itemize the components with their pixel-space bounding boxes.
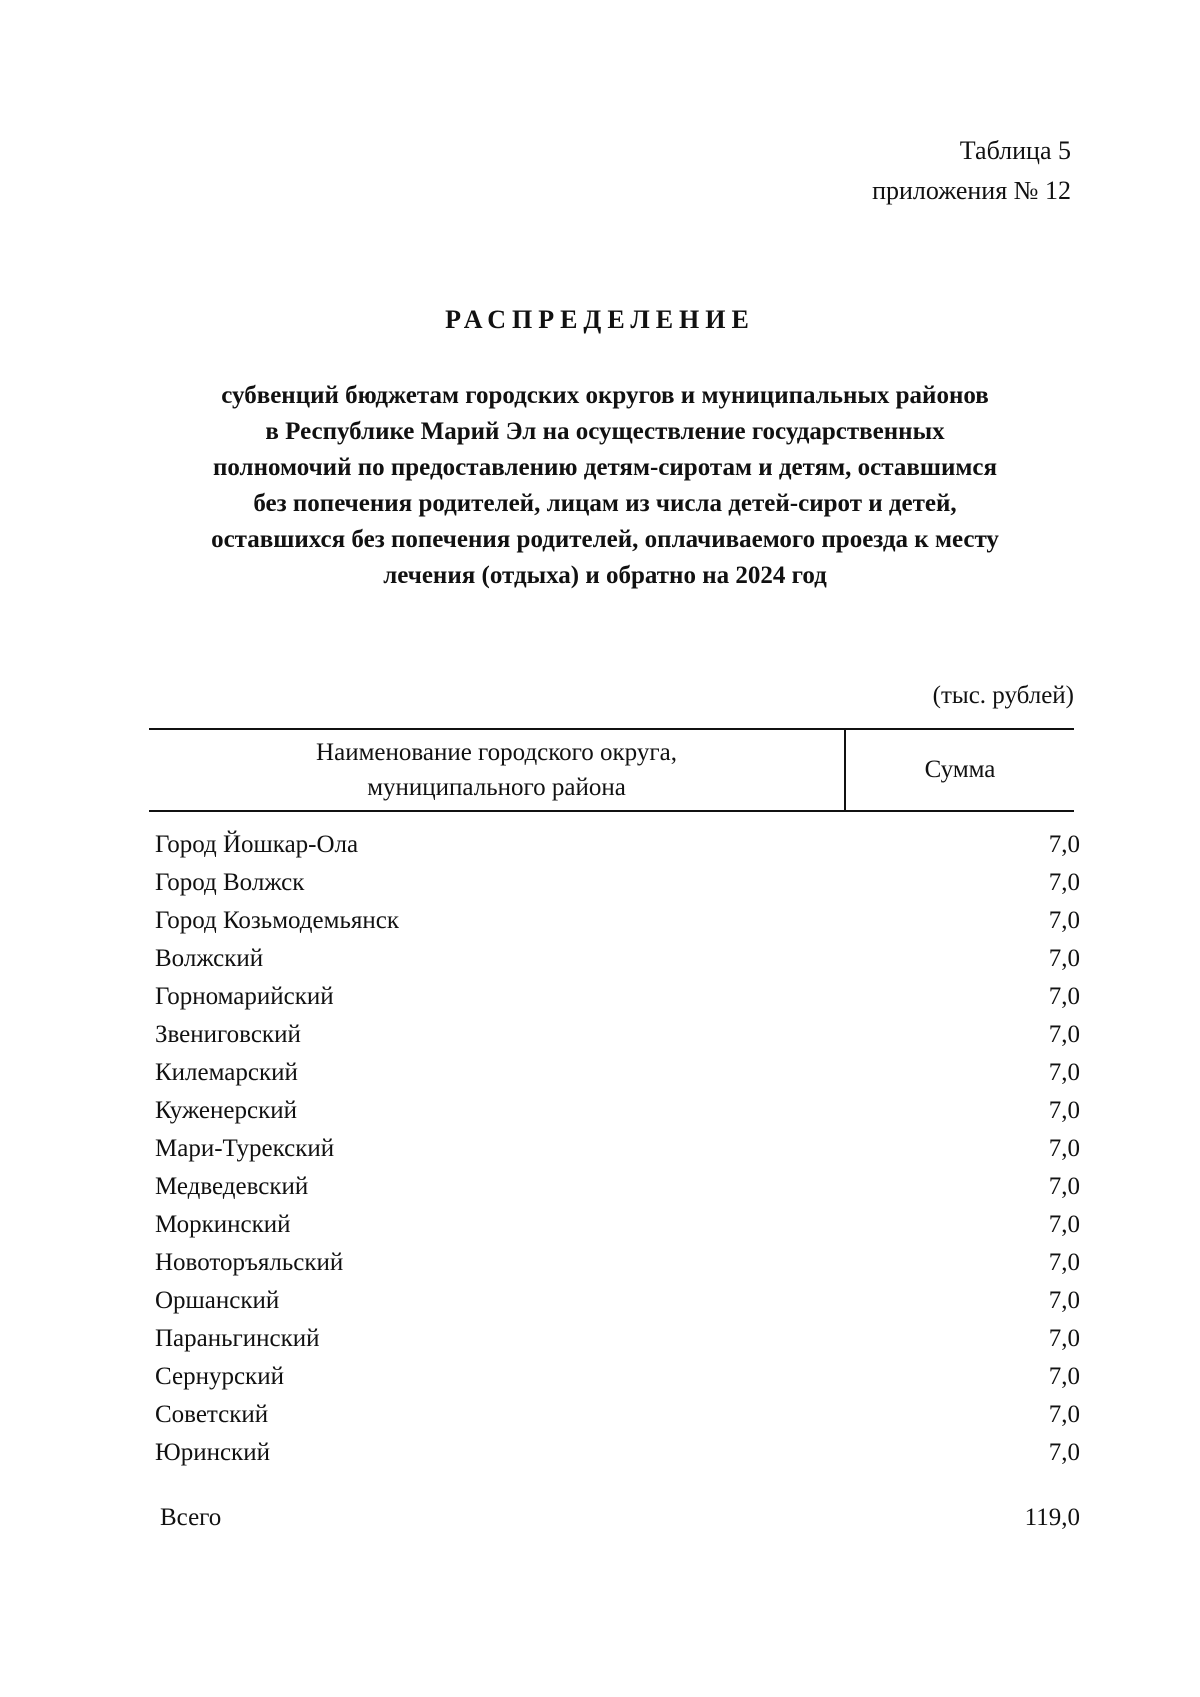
row-name: Горномарийский <box>155 983 334 1010</box>
table-row <box>155 1244 1080 1282</box>
table-row <box>155 1168 1080 1206</box>
table-row <box>155 978 1080 1016</box>
row-value: 7,0 <box>1048 1059 1080 1086</box>
row-name: Юринский <box>155 1439 270 1466</box>
document-subtitle <box>140 378 1070 594</box>
row-name: Новоторъяльский <box>155 1249 344 1276</box>
table-row <box>155 1320 1080 1358</box>
row-name: Советский <box>155 1401 269 1428</box>
row-value: 7,0 <box>1048 1097 1080 1124</box>
row-value: 7,0 <box>1048 983 1080 1010</box>
column-header-name-line: муниципального района <box>367 774 626 801</box>
subtitle-line: субвенций бюджетам городских округов и муниципальных районов <box>221 382 989 409</box>
subtitle-line: без попечения родителей, лицам из числа детей-сирот и детей, <box>253 490 957 517</box>
row-value: 7,0 <box>1048 1439 1080 1466</box>
row-value: 7,0 <box>1048 1135 1080 1162</box>
row-name: Волжский <box>155 945 264 972</box>
table-total-row <box>160 1499 1080 1537</box>
row-name: Город Йошкар-Ола <box>155 831 359 858</box>
row-value: 7,0 <box>1048 1249 1080 1276</box>
table-number: Таблица 5 <box>959 136 1071 165</box>
table-body <box>155 826 1080 1472</box>
row-value: 7,0 <box>1048 907 1080 934</box>
row-value: 7,0 <box>1048 1173 1080 1200</box>
row-name: Сернурский <box>155 1363 284 1390</box>
row-value: 7,0 <box>1048 1021 1080 1048</box>
table-row <box>155 1130 1080 1168</box>
table-row <box>155 826 1080 864</box>
appendix-number: приложения № 12 <box>872 176 1071 205</box>
row-name: Оршанский <box>155 1287 280 1314</box>
table-row <box>155 864 1080 902</box>
total-label: Всего <box>160 1504 222 1531</box>
row-value: 7,0 <box>1048 1363 1080 1390</box>
subtitle-line: лечения (отдыха) и обратно на 2024 год <box>383 562 827 589</box>
column-header-sum: Сумма <box>924 756 996 783</box>
column-header-name-line: Наименование городского округа, <box>316 739 677 766</box>
column-header-name <box>149 730 846 810</box>
table-row <box>155 1434 1080 1472</box>
document-title: РАСПРЕДЕЛЕНИЕ <box>445 305 755 334</box>
table-row <box>155 1092 1080 1130</box>
row-name: Моркинский <box>155 1211 291 1238</box>
row-name: Медведевский <box>155 1173 309 1200</box>
table-row <box>155 940 1080 978</box>
row-name: Куженерский <box>155 1097 297 1124</box>
row-value: 7,0 <box>1048 1287 1080 1314</box>
table-row <box>155 1206 1080 1244</box>
units-label: (тыс. рублей) <box>932 682 1074 709</box>
row-name: Звениговский <box>155 1021 301 1048</box>
row-name: Город Волжск <box>155 869 305 896</box>
subtitle-line: в Республике Марий Эл на осуществление государственных <box>265 418 945 445</box>
table-row <box>155 1282 1080 1320</box>
row-value: 7,0 <box>1048 945 1080 972</box>
row-value: 7,0 <box>1048 1401 1080 1428</box>
row-value: 7,0 <box>1048 869 1080 896</box>
table-header <box>149 728 1074 812</box>
row-value: 7,0 <box>1048 1325 1080 1352</box>
table-row <box>155 902 1080 940</box>
table-row <box>155 1358 1080 1396</box>
row-value: 7,0 <box>1048 1211 1080 1238</box>
row-name: Параньгинский <box>155 1325 320 1352</box>
table-row <box>155 1396 1080 1434</box>
table-row <box>155 1054 1080 1092</box>
total-value: 119,0 <box>1024 1504 1080 1531</box>
row-value: 7,0 <box>1048 831 1080 858</box>
row-name: Город Козьмодемьянск <box>155 907 399 934</box>
subtitle-line: оставшихся без попечения родителей, оплачиваемого проезда к месту <box>211 526 999 553</box>
subtitle-line: полномочий по предоставлению детям-сиротам и детям, оставшимся <box>212 454 997 481</box>
row-name: Килемарский <box>155 1059 298 1086</box>
table-row <box>155 1016 1080 1054</box>
row-name: Мари-Турекский <box>155 1135 335 1162</box>
